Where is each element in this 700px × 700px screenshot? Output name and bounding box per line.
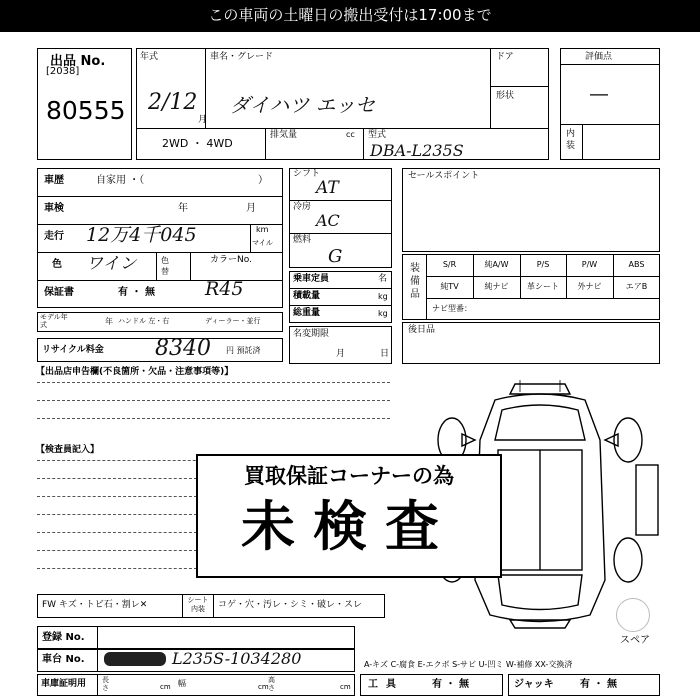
warranty-value: 有 ・ 無 (118, 287, 155, 298)
fuel-value: G (328, 246, 343, 267)
color-code-value: R45 (205, 278, 244, 300)
displacement-unit: cc (346, 130, 355, 139)
history-close: ） (258, 175, 268, 186)
equip-sr: S/R (442, 260, 457, 269)
color-code-label: カラーNo. (210, 255, 252, 265)
shift-label: シフト (293, 169, 321, 179)
ac-label: 冷房 (293, 202, 312, 212)
name-change-label: 名変期限 (293, 329, 330, 339)
capacity-label: 乗車定員 (293, 274, 330, 284)
equip-ext-navi: 外ナビ (577, 282, 602, 291)
capacity-unit: 名 (378, 274, 388, 284)
name-change-month: 月 (336, 349, 346, 359)
lot-tag: [2038] (46, 66, 80, 77)
equip-ps: P/S (536, 260, 550, 269)
drive-label: 2WD ・ 4WD (162, 137, 233, 150)
chassis-redaction (104, 652, 166, 666)
load-unit: kg (378, 292, 388, 301)
warranty-label: 保証書 (44, 287, 74, 298)
fw-seat: シート内装 (187, 596, 209, 613)
cert-length-cm: cm (160, 683, 171, 691)
mileage-value: 12万4千045 (86, 224, 197, 246)
ac-value: AC (316, 211, 340, 230)
mileage-km: km (256, 225, 269, 234)
model-label: 型式 (368, 130, 387, 140)
registration-label: 登録 No. (42, 632, 85, 643)
history-label: 車歴 (44, 175, 64, 186)
fw-label: FW キズ・トビ石・割レ✕ (42, 600, 148, 610)
lot-label: 出品 No. (50, 54, 106, 69)
mileage-mile: マイル (252, 239, 273, 247)
stamp-title: 買取保証コーナーの為 (244, 464, 454, 488)
stamp-big: 未検査 (241, 495, 457, 558)
cert-width-cm: cm (258, 683, 269, 691)
equip-navi-model: ナビ型番： (432, 304, 472, 313)
model-value: DBA-L235S (370, 141, 464, 160)
later-box (402, 322, 660, 364)
rating-label: 評価点 (585, 52, 613, 62)
recycle-value: 8340 (155, 336, 211, 361)
inspector-label: 【検査員記入】 (36, 445, 100, 455)
model-year-year: 年 (105, 317, 113, 326)
cert-height: 高さ (268, 676, 275, 692)
recycle-unit: 円 預託済 (226, 346, 261, 355)
inspection-month: 月 (246, 203, 256, 214)
load-label: 積載量 (293, 291, 321, 301)
chassis-value: L235S-1034280 (172, 649, 302, 668)
car-value: ダイハツ エッセ (230, 93, 376, 117)
inspection-label: 車検 (44, 203, 64, 214)
sales-point-label: セールスポイント (408, 171, 480, 181)
color-value: ワイン (86, 254, 137, 274)
banner-text: この車両の土曜日の搬出受付は17:00まで (208, 6, 492, 24)
notes-label: 【出品店申告欄(不良箇所・欠品・注意事項等)】 (36, 367, 234, 377)
chassis-label: 車台 No. (42, 654, 85, 665)
model-year-dealer: ディーラー・並行 (205, 317, 261, 325)
mileage-label: 走行 (44, 231, 64, 242)
weight-label: 総重量 (293, 308, 321, 318)
equip-leather: 革シート (527, 282, 559, 291)
name-change-day: 日 (380, 349, 390, 359)
weight-unit: kg (378, 309, 388, 318)
equip-pw: P/W (581, 260, 598, 269)
history-value: 自家用 ・（ (96, 175, 145, 186)
tools-label: 工具 (368, 679, 404, 690)
jack-value: 有 ・ 無 (580, 679, 617, 690)
lot-number: 80555 (46, 96, 126, 125)
interior-label: 内装 (566, 129, 576, 151)
tools-value: 有 ・ 無 (432, 679, 469, 690)
shift-value: AT (316, 178, 339, 198)
model-year-handle: ハンドル 左・右 (118, 317, 170, 325)
color-replace: 色替 (161, 256, 169, 276)
fuel-label: 燃料 (293, 235, 312, 245)
cert-label: 車庫証明用 (41, 679, 87, 689)
cert-height-cm: cm (340, 683, 351, 691)
year-value: 2/12 (148, 90, 198, 115)
door-label: ドア (496, 52, 514, 62)
cert-width: 幅 (178, 679, 186, 688)
equipment-label: 装備品 (410, 263, 420, 300)
model-year-label: モデル年式 (40, 313, 68, 329)
damage-legend: A-キズ C-腐食 E-エクボ S-サビ U-凹ミ W-補修 XX-交換済 (364, 660, 573, 669)
inspection-year: 年 (178, 203, 188, 214)
rating-value: ― (590, 84, 608, 105)
equip-navi: 純ナビ (484, 282, 509, 291)
color-label: 色 (52, 259, 62, 270)
equip-tv: 純TV (440, 282, 459, 291)
spare-label: スペア (620, 635, 650, 646)
recycle-label: リサイクル料金 (42, 345, 104, 355)
shape-label: 形状 (496, 91, 515, 101)
car-label: 車名・グレード (210, 52, 274, 62)
cert-length: 長さ (102, 676, 109, 692)
equip-abs: ABS (628, 260, 645, 269)
fw-text: コゲ・穴・汚レ・シミ・破レ・スレ (218, 600, 363, 610)
later-label: 後日品 (408, 325, 436, 335)
year-unit: 月 (198, 115, 208, 125)
year-label: 年式 (140, 52, 159, 62)
displacement-label: 排気量 (270, 130, 298, 140)
spare-icon (616, 598, 650, 632)
equip-airbag: エアB (625, 282, 648, 291)
equip-aw: 純A/W (484, 260, 509, 269)
jack-label: ジャッキ (514, 679, 554, 690)
